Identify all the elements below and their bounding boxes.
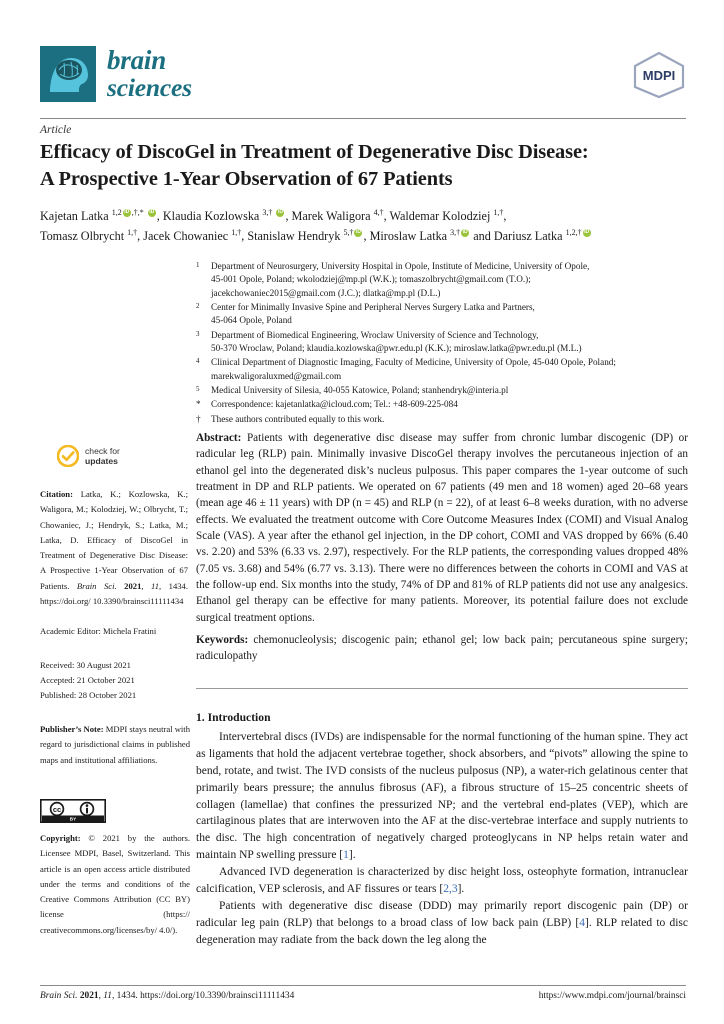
affiliation-line: These authors contributed equally to this work. bbox=[211, 413, 385, 424]
footer-journal-url[interactable]: https://www.mdpi.com/journal/brainsci bbox=[538, 991, 686, 1001]
academic-editor: Academic Editor: Michela Fratini bbox=[40, 626, 157, 636]
citation-volume: 11 bbox=[151, 580, 159, 591]
affiliation-line: marekwaligoraluxmed@gmail.com bbox=[211, 370, 342, 381]
footer-year: 2021 bbox=[79, 991, 99, 1001]
affiliation-line: Center for Minimally Invasive Spine and Peripheral Nerves Surgery Latka and Partners, bbox=[211, 302, 535, 313]
affiliation-line: Correspondence: kajetanlatka@icloud.com; Tel.: +48-609-225-084 bbox=[211, 399, 458, 410]
journal-masthead bbox=[40, 46, 686, 112]
page-title bbox=[40, 139, 690, 192]
introduction-body bbox=[196, 729, 688, 949]
paragraph-2-text-a: Advanced IVD degeneration is characterized by disc height loss, osteophyte formation, intranuclear calcification, VEP sclerosis, and AF fissures or tears [ bbox=[196, 866, 688, 896]
affiliation-marker: † bbox=[196, 413, 201, 424]
journal-name-line1: brain bbox=[107, 45, 167, 75]
paragraph-2 bbox=[196, 864, 688, 898]
footer-divider bbox=[40, 985, 686, 986]
paragraph-2-text-b: ]. bbox=[457, 883, 465, 896]
publisher-note-label: Publisher’s Note: bbox=[40, 724, 104, 734]
paragraph-3-text-a: Patients with degenerative disc disease (DDD) may primarily report discogenic pain (DP) or radicular leg pain (RLP) that belongs to a broad class of low back pain (LBP) [ bbox=[196, 899, 688, 929]
section-heading-introduction: 1. Introduction bbox=[196, 711, 271, 724]
affiliation-line: 45-001 Opole, Poland; wkolodziej@mp.pl (W.K.); tomaszolbrycht@gmail.com (T.O.); bbox=[211, 274, 531, 285]
affiliation-text bbox=[211, 356, 688, 383]
publisher-note-text: MDPI stays neutral with regard to jurisdictional claims in published maps and institutional affiliations. bbox=[40, 724, 190, 765]
affiliation-item bbox=[196, 384, 688, 397]
copyright-text: © 2021 by the authors. Licensee MDPI, Basel, Switzerland. This article is an open access article distributed under the terms and conditions of the Creative Commons Attribution (CC BY) license (https:// creativecommons.org/licenses/by/ 4.0/). bbox=[40, 833, 190, 935]
date-accepted: Accepted: 21 October 2021 bbox=[40, 674, 135, 685]
title-line-2: A Prospective 1-Year Observation of 67 Patients bbox=[40, 167, 453, 190]
keywords-text: chemonucleolysis; discogenic pain; ethanol gel; low back pain; percutaneous spine surgery; radiculopathy bbox=[196, 634, 688, 663]
affiliation-item bbox=[196, 413, 688, 426]
affiliation-text bbox=[211, 413, 688, 426]
check-for-updates-text bbox=[85, 446, 120, 466]
brain-head-icon bbox=[40, 46, 96, 102]
affiliation-line: Clinical Department of Diagnostic Imaging, Faculty of Medicine, University of Opole, 45-040 Opole, Poland; bbox=[211, 357, 616, 368]
affiliation-item bbox=[196, 301, 688, 328]
publication-dates bbox=[40, 658, 190, 702]
journal-wordmark bbox=[107, 45, 192, 103]
affiliation-line: jacekchowaniec2015@gmail.com (J.C.); dlatka@mp.pl (D.L.) bbox=[211, 287, 441, 298]
svg-text:MDPI: MDPI bbox=[642, 68, 676, 83]
affiliation-text bbox=[211, 329, 688, 356]
affiliation-marker: 3 bbox=[196, 329, 200, 338]
abstract-block bbox=[196, 430, 688, 626]
footer-rest: , 1434. https://doi.org/10.3390/brainsci11111434 bbox=[111, 991, 295, 1001]
affiliation-marker: 1 bbox=[196, 261, 200, 269]
affiliation-marker: 5 bbox=[196, 385, 200, 394]
affiliation-text bbox=[211, 301, 688, 328]
affiliation-item bbox=[196, 260, 688, 300]
footer-journal: Brain Sci. bbox=[40, 991, 78, 1001]
masthead-divider bbox=[40, 118, 686, 119]
keywords-divider bbox=[196, 688, 688, 689]
checkmark-icon bbox=[57, 445, 79, 467]
citation-ref-3[interactable]: 4 bbox=[579, 916, 586, 929]
check-for-updates-badge[interactable] bbox=[57, 445, 187, 467]
title-line-1: Efficacy of DiscoGel in Treatment of Degenerative Disc Disease: bbox=[40, 141, 589, 163]
citation-label: Citation: bbox=[40, 489, 73, 499]
affiliation-marker: 2 bbox=[196, 302, 200, 311]
affiliation-line: 45-064 Opole, Poland bbox=[211, 315, 292, 326]
affiliation-line: Medical University of Silesia, 40-055 Katowice, Poland; stanhendryk@interia.pl bbox=[211, 385, 509, 396]
affiliation-item bbox=[196, 356, 688, 383]
publisher-note bbox=[40, 722, 190, 768]
date-received: Received: 30 August 2021 bbox=[40, 660, 131, 670]
citation-ref-1[interactable]: 1 bbox=[343, 849, 349, 862]
affiliation-text bbox=[211, 260, 688, 300]
paragraph-1 bbox=[196, 729, 688, 864]
page-footer bbox=[40, 991, 686, 1001]
citation-year: 2021 bbox=[124, 580, 142, 591]
affiliation-line: Department of Neurosurgery, University Hospital in Opole, Institute of Medicine, University of Opole, bbox=[211, 261, 590, 271]
article-type-label: Article bbox=[40, 124, 72, 136]
paragraph-1-text-a: Intervertebral discs (IVDs) are indispensable for the normal functioning of the human spine. They act as ligaments that hold the adjacent vertebrae together, shock absorbers, and “pivots” allowing the spine to bend, rotate, and twist. The IVD consists of the nucleus pulposus (NP), a water-rich gelatinous center that primarily bears pressure; the annulus fibrosus (AF), a fibrous structure of 15–25 concentric sheets of collagen (lamellae) that confines the pressurized NP; and the vertebral end-plates (VEP), which are cartilaginous plates that are interwoven into the AF at the disc-vertebrae interface and supply nutrients to the disc. The high concentration of negatively charged proteoglycans in NP helps retain water and maintain NP swelling pressure [ bbox=[196, 731, 688, 862]
creative-commons-icon[interactable] bbox=[40, 799, 106, 823]
paragraph-3 bbox=[196, 898, 688, 949]
affiliation-text bbox=[211, 398, 688, 411]
citation-block: Citation: Latka, K.; Kozlowska, K.; Waligora, M.; Kolodziej, W.; Olbrycht, T.; Chowaniec, J.; Hendryk, S.; Latka, M.; Latka, D. Efficacy of DiscoGel in Treatment of Degenerative Disc Disease: A Prospective 1-Year Observation of 67 Patients. Brain Sci. 2021, 11, 1434. https://doi.org/ 10.3390/brainsci11111434 bbox=[40, 489, 189, 607]
affiliation-marker: 4 bbox=[196, 357, 200, 366]
keywords-label: Keywords: bbox=[196, 634, 249, 646]
svg-text:cc: cc bbox=[52, 805, 62, 814]
affiliation-text bbox=[211, 384, 688, 397]
affiliation-line: 50-370 Wroclaw, Poland; klaudia.kozlowska@pwr.edu.pl (K.K.); miroslaw.latka@pwr.edu.pl (M.L.) bbox=[211, 343, 582, 354]
citation-text: Latka, K.; Kozlowska, K.; Waligora, M.; Kolodziej, W.; Olbrycht, T.; Chowaniec, J.; Hendryk, S.; Latka, M.; Latka, D. Efficacy of DiscoGel in Treatment of Degenerative Disc Disease: A Prospective 1-Year Observation of 67 Patients. bbox=[40, 489, 188, 591]
affiliation-item bbox=[196, 398, 688, 411]
journal-name-line2: sciences bbox=[107, 73, 192, 103]
check-updates-line2: updates bbox=[85, 456, 118, 466]
paragraph-1-text-b: ]. bbox=[348, 849, 356, 862]
mdpi-logo-icon bbox=[632, 50, 686, 100]
affiliation-item bbox=[196, 329, 688, 356]
paragraph-3-text-b: ]. RLP related to disc degeneration may radiate from the back down the leg along the bbox=[196, 916, 689, 946]
copyright-label: Copyright: bbox=[40, 833, 81, 843]
footer-citation: Brain Sci. 2021, 11, 1434. https://doi.org/10.3390/brainsci11111434 bbox=[40, 991, 295, 1001]
affiliation-line: Department of Biomedical Engineering, Wroclaw University of Science and Technology, bbox=[211, 329, 539, 340]
footer-volume: 11 bbox=[103, 991, 112, 1001]
citation-ref-2[interactable]: 2,3 bbox=[443, 883, 458, 896]
affiliation-marker: * bbox=[196, 399, 201, 410]
svg-text:BY: BY bbox=[69, 816, 77, 822]
abstract-text: Patients with degenerative disc disease may suffer from chronic lumbar discogenic (DP) or radicular leg (RLP) pain. Minimally invasive DiscoGel therapy involves the percutaneous injection of an ethanol gel into the degenerated disk’s nucleus pulposus. This paper compares the 1-year outcome of such treatment in DP and RLP patients. We operated on 67 patients (49 men and 18 women) aged 20–68 years (mean age 46 ± 11 years) with DP (n = 45) and RLP (n = 22), of at least 6–8 weeks duration, with no adverse effects. We evaluated the treatment outcome with Core Outcome Measures Index (COMI) and Visual Analog Scale (VAS). A year after the ethanol gel injection, in the DP cohort, COMI and VAS dropped by 66% (6.40 vs. 2.20) and 53% (6.33 vs. 2.97), respectively. For the RLP patients, the corresponding values dropped 48% (7.05 vs. 3.68) and 54% (6.77 vs. 3.13). There were no differences between the cohorts in COMI and VAS at the follow-up end. Six months into the study, 74% of DP and 81% of RLP patients did not use any analgesics. Ethanol gel therapy can be effective for many patients. Moreover, its potential failure does not exclude surgical treatment options. bbox=[196, 432, 688, 624]
keywords-block bbox=[196, 632, 688, 665]
date-published: Published: 28 October 2021 bbox=[40, 689, 137, 700]
copyright-block bbox=[40, 831, 190, 938]
affiliation-list bbox=[196, 260, 688, 427]
author-list: Kajetan Latka $^{1,2}$ iD ,†,* iD , Klaudia Kozlowska $^{3,\dagger}$ iD , Marek Waligora $^{4,\dagger}$, Waldemar Kolodziej $^{1,\dagger}$, Tomasz Olbrycht $^{1,\dagger}$, Jacek Chowaniec $^{1,\dagger}$, Stanislaw Hendryk $^{5,\dagger}$ iD , Miroslaw Latka $^{3,\dagger}$iD and Dariusz Latka $^{1,2,\dagger}$iD bbox=[40, 207, 690, 247]
check-updates-line1: check for bbox=[85, 445, 120, 456]
citation-journal: Brain Sci. bbox=[76, 580, 117, 591]
journal-logo bbox=[40, 46, 192, 102]
abstract-label: Abstract: bbox=[196, 432, 242, 444]
citation-rest: , 1434. https://doi.org/ 10.3390/brainsci11111434 bbox=[40, 580, 189, 607]
